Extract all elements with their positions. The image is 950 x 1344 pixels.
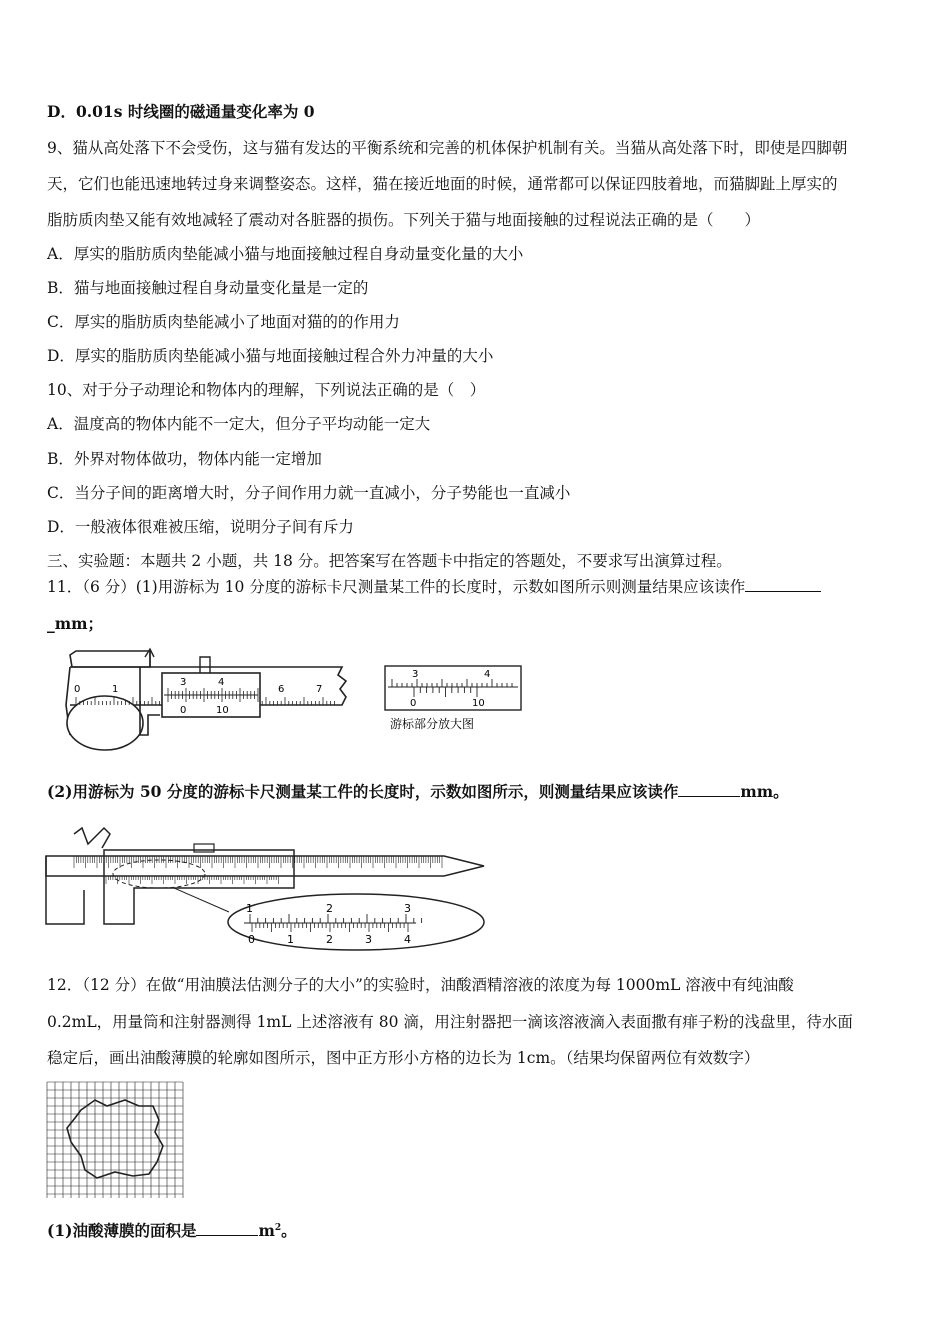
q8-option-d: D．0.01s 时线圈的磁通量变化率为 0 [47,102,315,121]
q10-option-a: A．温度高的物体内能不一定大，但分子平均动能一定大 [47,415,431,433]
q12-part1-unit-exponent: 2 [274,1223,282,1233]
q11-part2-unit: mm。 [740,782,789,801]
zoom2-main-label: 3 [404,902,411,915]
q12-part1-unit: m [258,1221,275,1241]
main-scale-label: 6 [278,684,285,695]
zoom2-vernier-label: 0 [248,933,255,946]
q9-option-c: C．厚实的脂肪质肉垫能减小了地面对猫的的作用力 [47,313,400,331]
zoom2-vernier-label: 1 [287,933,294,946]
zoom2-vernier-label: 4 [404,933,411,946]
zoom-caption: 游标部分放大图 [390,717,475,731]
zoom-main-label: 3 [412,669,419,680]
oil-film-grid-figure [45,1080,185,1200]
q12-part1-line [47,1218,297,1241]
q9-stem-line2: 天，它们也能迅速地转过身来调整姿态。这样，猫在接近地面的时候，通常都可以保证四肢着地，而猫脚趾上厚实的 [47,175,838,193]
vernier-caliper-50-figure [44,826,489,951]
main-scale-label: 7 [316,684,323,695]
zoom-vernier-label: 0 [410,698,417,709]
main-scale-label: 0 [74,684,81,695]
q12-part1-period: 。 [281,1221,297,1241]
main-scale-label: 1 [112,684,119,695]
q11-part2-line [47,782,789,802]
section-3-heading: 三、实验题：本题共 2 小题，共 18 分。把答案写在答题卡中指定的答题处，不要求写出演算过程。 [47,552,732,570]
answer-blank [196,1221,258,1236]
vernier-bottom-label: 10 [216,705,229,716]
zoom-vernier-label: 10 [472,698,485,709]
zoom2-vernier-label: 2 [326,933,333,946]
vernier-bottom-label: 0 [180,705,187,716]
q12-stem-line3: 稳定后，画出油酸薄膜的轮廓如图所示，图中正方形小方格的边长为 1cm。（结果均保留两位有效数字） [47,1049,760,1067]
q11-stem-text: 11．（6 分）(1)用游标为 10 分度的游标卡尺测量某工件的长度时，示数如图所示则测量结果应该读作 [47,578,746,596]
vernier-top-label: 4 [218,677,225,688]
answer-blank [678,782,740,797]
zoom2-main-label: 1 [246,902,253,915]
q9-stem-line1: 9、猫从高处落下不会受伤，这与猫有发达的平衡系统和完善的机体保护机制有关。当猫从高处落下时，即使是四脚朝 [47,139,848,157]
zoom2-main-label: 2 [326,902,333,915]
q10-option-d: D．一般液体很难被压缩，说明分子间有斥力 [47,518,354,536]
q10-option-b: B．外界对物体做功，物体内能一定增加 [47,450,322,468]
q9-option-b: B．猫与地面接触过程自身动量变化量是一定的 [47,279,369,297]
vernier-caliper-figure [50,645,355,753]
q10-stem: 10、对于分子动理论和物体内的理解，下列说法正确的是（ ） [47,381,486,399]
vernier-zoom-figure [384,664,524,734]
q12-stem-line2: 0.2mL，用量筒和注射器测得 1mL 上述溶液有 80 滴，用注射器把一滴该溶液滴入表面撒有痱子粉的浅盘里，待水面 [47,1013,853,1031]
q10-option-c: C．当分子间的距离增大时，分子间作用力就一直减小，分子势能也一直减小 [47,484,571,502]
zoom-main-label: 4 [484,669,491,680]
answer-blank [745,577,821,592]
q9-option-a: A．厚实的脂肪质肉垫能减小猫与地面接触过程自身动量变化量的大小 [47,245,524,263]
q11-stem-line1 [47,577,821,597]
q11-part2-text: (2)用游标为 50 分度的游标卡尺测量某工件的长度时，示数如图所示，则测量结果应该读作 [47,782,679,801]
zoom2-vernier-label: 3 [365,933,372,946]
q12-part1-text: (1)油酸薄膜的面积是 [47,1221,197,1241]
q11-unit-line: _mm； [47,614,104,633]
q9-option-d: D．厚实的脂肪质肉垫能减小猫与地面接触过程合外力冲量的大小 [47,347,494,365]
q12-stem-line1: 12．（12 分）在做“用油膜法估测分子的大小”的实验时，油酸酒精溶液的浓度为每 1000mL 溶液中有纯油酸 [47,976,794,994]
vernier-top-label: 3 [180,677,187,688]
q9-stem-line3: 脂肪质肉垫又能有效地减轻了震动对各脏器的损伤。下列关于猫与地面接触的过程说法正确的是（ ） [47,211,761,229]
